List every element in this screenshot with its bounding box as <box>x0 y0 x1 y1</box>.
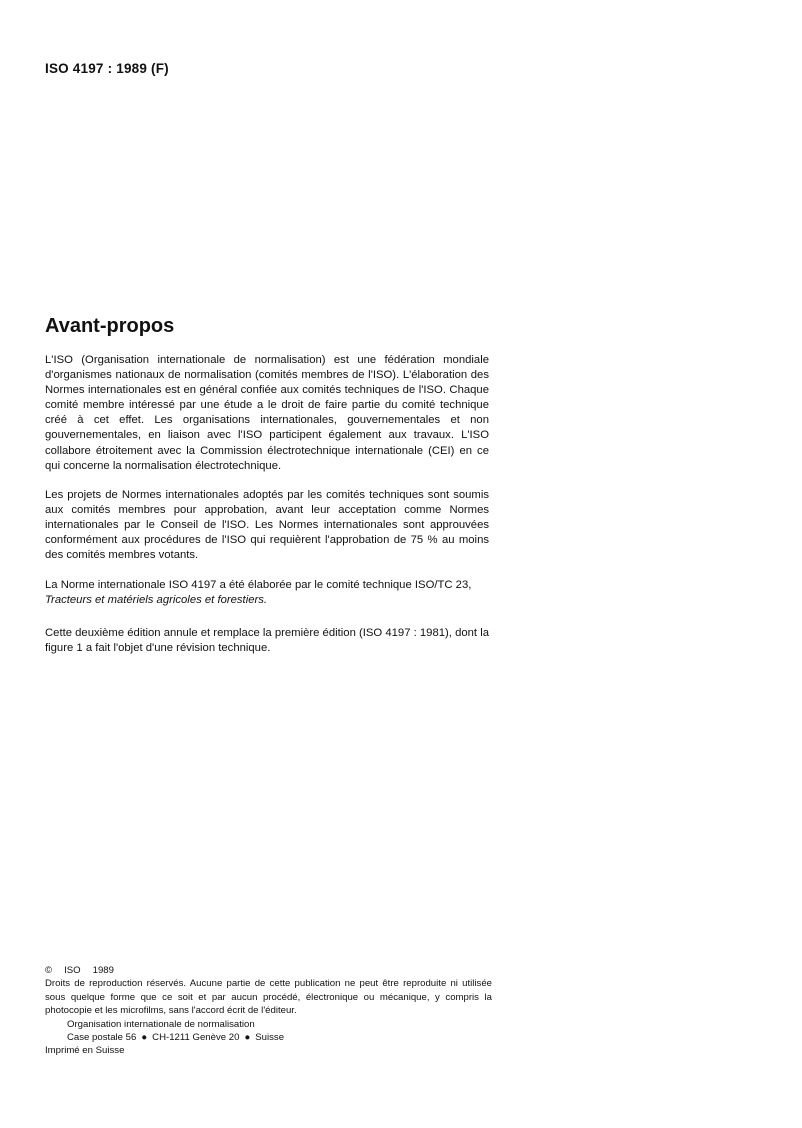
foreword-paragraph-4 <box>45 626 489 674</box>
foreword-paragraph-1 <box>45 353 489 492</box>
copyright-symbol: © <box>45 965 53 976</box>
postal-address <box>45 1031 492 1044</box>
section-title: Avant-propos <box>45 315 175 337</box>
bullet-icon: ● <box>244 1032 251 1044</box>
foreword-paragraph-2 <box>45 488 489 581</box>
rights-notice: Droits de reproduction réservés. Aucune partie de cette publication ne peut être reproduite ni utilisée sous quelque forme que ce soit et par aucun procédé, électronique ou mécanique, y compris la photocopie et les microfilms, sans l'accord écrit de l'éditeur. <box>45 978 492 1017</box>
committee-title: Tracteurs et matériels agricoles et forestiers. <box>45 594 268 607</box>
copyright-org: ISO <box>64 965 81 976</box>
bullet-icon: ● <box>141 1032 148 1044</box>
copyright-footer <box>45 964 492 1058</box>
foreword-paragraph-3 <box>45 578 489 626</box>
document-reference: ISO 4197 : 1989 (F) <box>45 61 169 76</box>
copyright-line <box>45 964 492 977</box>
address-box: Case postale 56 <box>67 1032 137 1044</box>
organization-name: Organisation internationale de normalisation <box>67 1018 255 1030</box>
paragraph-text: Cette deuxième édition annule et remplace la première édition (ISO 4197 : 1981), dont la figure 1 a fait l'objet d'une révision technique. <box>45 627 489 655</box>
address-city: CH-1211 Genève 20 <box>152 1032 240 1044</box>
printed-in: Imprimé en Suisse <box>45 1045 125 1057</box>
paragraph-text: Les projets de Normes internationales adoptés par les comités techniques sont soumis aux comités membres pour approbation, avant leur acceptation comme Normes internationales par le Conseil de l'ISO. Les Normes internationales sont approuvées conformément aux procédures de l'ISO qui requièrent l'approbation de 75 % au moins des comités membres votants. <box>45 489 489 562</box>
paragraph-line: La Norme internationale ISO 4197 a été élaborée par le comité technique ISO/TC 23, <box>45 579 472 591</box>
paragraph-text: L'ISO (Organisation internationale de normalisation) est une fédération mondiale d'organismes nationaux de normalisation (comités membres de l'ISO). L'élaboration des Normes internationales est en général confiée aux comités techniques de l'ISO. Chaque comité membre intéressé par une étude a le droit de faire partie du comité technique créé à cet effet. Les organisations internationales, gouvernementales et non gouvernementales, en liaison avec l'ISO participent également aux travaux. L'ISO collabore étroitement avec la Commission électrotechnique internationale (CEI) en ce qui concerne la normalisation électrotechnique. <box>45 354 489 472</box>
address-country: Suisse <box>255 1032 285 1044</box>
copyright-year: 1989 <box>92 965 114 976</box>
paragraph-text <box>45 578 489 608</box>
